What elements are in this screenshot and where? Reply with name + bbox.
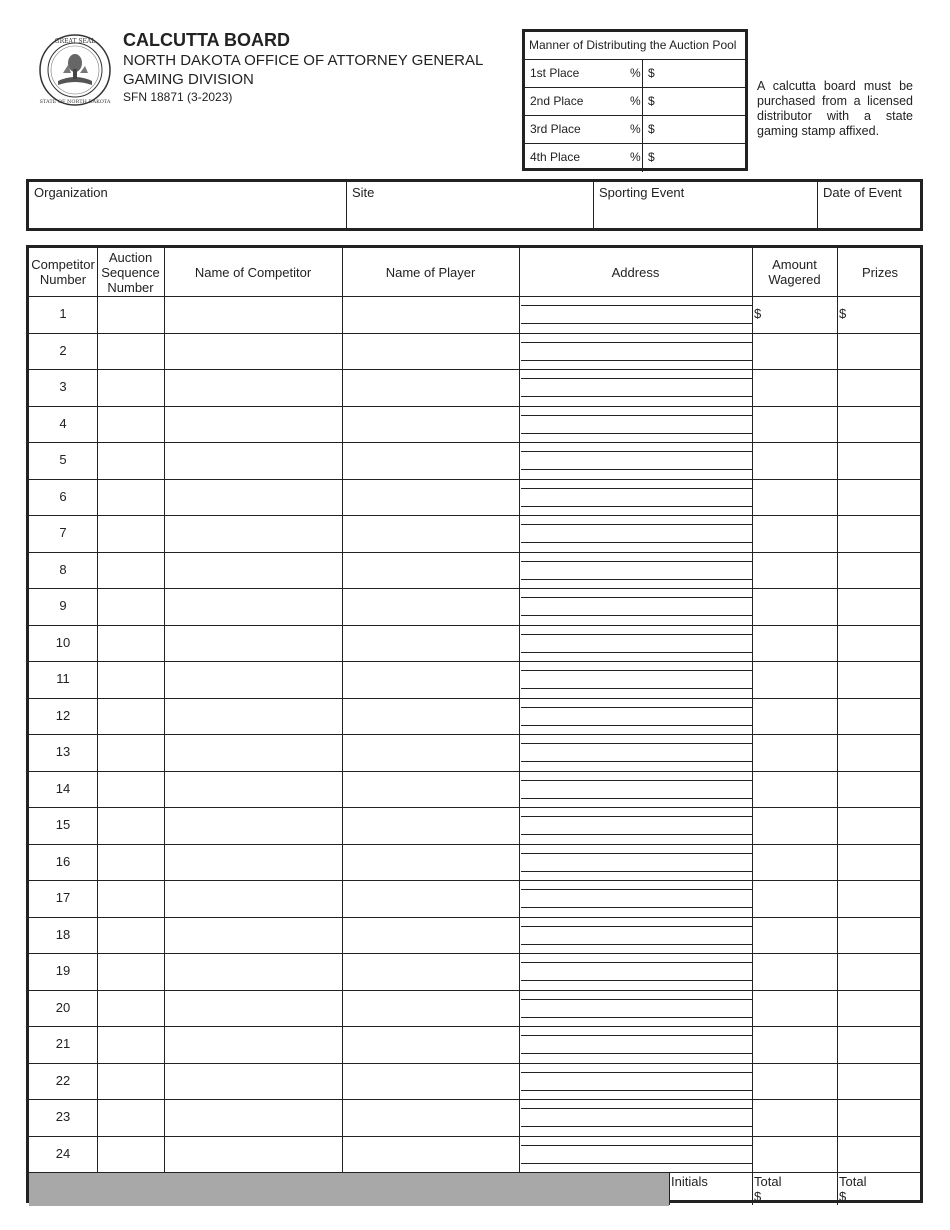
competitor-number-cell: 21 <box>55 1036 71 1052</box>
address-line[interactable] <box>521 1017 752 1018</box>
competitor-number-cell: 13 <box>55 744 71 760</box>
address-line[interactable] <box>521 1053 752 1054</box>
address-line[interactable] <box>521 615 752 616</box>
date-of-event-field[interactable] <box>817 182 920 228</box>
state-seal-logo <box>38 33 112 107</box>
competitor-number-cell: 8 <box>59 561 67 577</box>
pool-row-1st[interactable] <box>525 60 745 88</box>
event-info-row <box>26 179 923 231</box>
header-address: Address <box>611 264 660 280</box>
dollar-field[interactable]: $ <box>648 94 655 108</box>
date-of-event-label: Date of Event <box>823 185 902 200</box>
address-line[interactable] <box>521 853 752 854</box>
address-line[interactable] <box>521 597 752 598</box>
address-line[interactable] <box>521 871 752 872</box>
sporting-event-label: Sporting Event <box>599 185 685 200</box>
header-auction-sequence: Auction Sequence Number <box>101 249 160 295</box>
competitor-number-cell: 17 <box>55 890 71 906</box>
pool-row-3rd[interactable] <box>525 116 745 144</box>
address-line[interactable] <box>521 415 752 416</box>
total-amount-label: Total $ <box>754 1174 782 1204</box>
initials-label: Initials <box>671 1174 708 1189</box>
organization-label: Organization <box>34 185 108 200</box>
address-line[interactable] <box>521 907 752 908</box>
sporting-event-field[interactable] <box>593 182 817 228</box>
address-line[interactable] <box>521 652 752 653</box>
site-field[interactable] <box>346 182 593 228</box>
competitor-number-cell: 14 <box>55 780 71 796</box>
competitor-table <box>26 245 923 1203</box>
address-line[interactable] <box>521 889 752 890</box>
address-line[interactable] <box>521 1072 752 1073</box>
competitor-number-cell: 10 <box>55 634 71 650</box>
address-line[interactable] <box>521 798 752 799</box>
address-line[interactable] <box>521 780 752 781</box>
address-line[interactable] <box>521 816 752 817</box>
competitor-number-cell: 11 <box>56 671 70 687</box>
header-competitor-number: Competitor Number <box>31 257 95 287</box>
header-name-of-player: Name of Player <box>385 264 476 280</box>
site-label: Site <box>352 185 375 200</box>
address-line[interactable] <box>521 634 752 635</box>
header-amount-wagered: Amount Wagered <box>768 257 821 287</box>
pool-label: 1st Place <box>530 66 580 80</box>
address-line[interactable] <box>521 980 752 981</box>
header-name-of-competitor: Name of Competitor <box>194 264 312 280</box>
competitor-number-cell: 15 <box>55 817 71 833</box>
address-line[interactable] <box>521 1163 752 1164</box>
header-prizes: Prizes <box>861 264 899 280</box>
competitor-number-cell: 1 <box>59 306 67 322</box>
address-line[interactable] <box>521 360 752 361</box>
address-line[interactable] <box>521 524 752 525</box>
purchase-note: A calcutta board must be purchased from a licensed distributor with a state gaming stamp affixed. <box>757 79 913 138</box>
auction-pool-box <box>522 29 748 171</box>
pool-heading: Manner of Distributing the Auction Pool <box>525 32 745 60</box>
seal-text-bottom: STATE OF NORTH DAKOTA <box>39 99 111 105</box>
competitor-number-cell: 6 <box>59 488 67 504</box>
competitor-number-cell: 5 <box>59 452 67 468</box>
address-line[interactable] <box>521 506 752 507</box>
dollar-field[interactable]: $ <box>648 122 655 136</box>
address-line[interactable] <box>521 743 752 744</box>
agency-name: NORTH DAKOTA OFFICE OF ATTORNEY GENERAL <box>123 52 484 69</box>
address-line[interactable] <box>521 488 752 489</box>
organization-field[interactable] <box>29 182 346 228</box>
competitor-number-cell: 9 <box>59 598 67 614</box>
competitor-number-cell: 16 <box>55 853 71 869</box>
percent-field[interactable]: % <box>630 150 641 164</box>
footer-shaded-area <box>29 1173 669 1206</box>
address-line[interactable] <box>521 451 752 452</box>
address-line[interactable] <box>521 342 752 343</box>
pool-label: 4th Place <box>530 150 581 164</box>
address-line[interactable] <box>521 323 752 324</box>
address-line[interactable] <box>521 1108 752 1109</box>
address-line[interactable] <box>521 962 752 963</box>
address-line[interactable] <box>521 1035 752 1036</box>
address-line[interactable] <box>521 396 752 397</box>
competitor-number-cell: 22 <box>55 1072 71 1088</box>
amount-symbol: $ <box>754 306 762 321</box>
address-line[interactable] <box>521 305 752 306</box>
percent-field[interactable]: % <box>630 66 641 80</box>
dollar-field[interactable]: $ <box>648 66 655 80</box>
pool-row-2nd[interactable] <box>525 88 745 116</box>
address-line[interactable] <box>521 433 752 434</box>
percent-field[interactable]: % <box>630 94 641 108</box>
competitor-number-cell: 2 <box>59 342 67 358</box>
percent-field[interactable]: % <box>630 122 641 136</box>
address-line[interactable] <box>521 1126 752 1127</box>
division-name: GAMING DIVISION <box>123 71 254 88</box>
address-line[interactable] <box>521 1090 752 1091</box>
address-line[interactable] <box>521 944 752 945</box>
address-line[interactable] <box>521 834 752 835</box>
address-line[interactable] <box>521 561 752 562</box>
dollar-field[interactable]: $ <box>648 150 655 164</box>
competitor-number-cell: 3 <box>59 379 67 395</box>
total-prizes-label: Total $ <box>839 1174 867 1204</box>
address-line[interactable] <box>521 579 752 580</box>
competitor-number-cell: 7 <box>59 525 67 541</box>
competitor-number-cell: 18 <box>55 926 71 942</box>
address-line[interactable] <box>521 542 752 543</box>
competitor-number-cell: 4 <box>59 415 67 431</box>
pool-label: 3rd Place <box>530 122 581 136</box>
competitor-number-cell: 12 <box>55 707 71 723</box>
form-title: CALCUTTA BOARD <box>123 30 290 50</box>
prize-symbol: $ <box>839 306 847 321</box>
seal-text-top: GREAT SEAL <box>54 38 96 45</box>
address-line[interactable] <box>521 670 752 671</box>
address-line[interactable] <box>521 1145 752 1146</box>
address-line[interactable] <box>521 725 752 726</box>
address-line[interactable] <box>521 378 752 379</box>
pool-label: 2nd Place <box>530 94 584 108</box>
competitor-number-cell: 20 <box>55 999 71 1015</box>
address-line[interactable] <box>521 688 752 689</box>
address-line[interactable] <box>521 469 752 470</box>
address-line[interactable] <box>521 707 752 708</box>
address-line[interactable] <box>521 926 752 927</box>
form-number: SFN 18871 (3-2023) <box>123 90 233 104</box>
pool-row-4th[interactable] <box>525 144 745 172</box>
competitor-number-cell: 23 <box>55 1109 71 1125</box>
competitor-number-cell: 19 <box>55 963 71 979</box>
address-line[interactable] <box>521 761 752 762</box>
address-line[interactable] <box>521 999 752 1000</box>
competitor-number-cell: 24 <box>55 1145 71 1161</box>
